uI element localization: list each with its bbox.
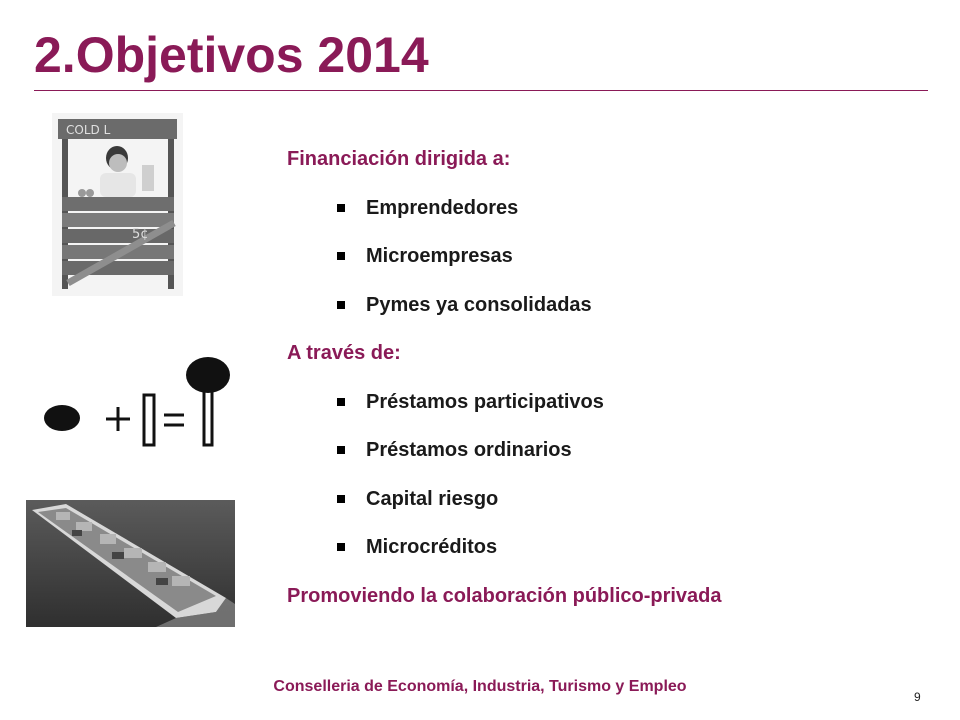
sum-diagram-image xyxy=(26,345,235,460)
closing-statement: Promoviendo la colaboración público-privada xyxy=(287,584,722,607)
list-item-label: Préstamos ordinarios xyxy=(366,439,572,461)
square-bullet-icon xyxy=(337,301,345,309)
container-ship-photo-icon xyxy=(26,500,235,627)
hand-drawn-sum-diagram-icon xyxy=(26,345,235,460)
square-bullet-icon xyxy=(337,398,345,406)
objectives-content xyxy=(287,140,927,625)
stand-sign-text: COLD L xyxy=(66,123,111,137)
list-item-label: Préstamos participativos xyxy=(366,390,604,413)
footer-organization: Conselleria de Economía, Industria, Turismo y Empleo xyxy=(273,678,687,695)
square-bullet-icon xyxy=(337,204,345,212)
stand-price-text: 5¢ xyxy=(132,227,149,242)
list-item xyxy=(287,431,927,480)
list-item xyxy=(287,237,927,286)
list-item-label: Emprendedores xyxy=(366,196,519,219)
square-bullet-icon xyxy=(337,446,345,454)
slide-title: 2.Objetivos 2014 xyxy=(34,27,429,83)
list-item-label: Microempresas xyxy=(366,245,513,267)
list-item-label: Pymes ya consolidadas xyxy=(366,293,592,316)
square-bullet-icon xyxy=(337,495,345,503)
list-item-label: Microcréditos xyxy=(366,536,498,558)
heading-financing: Financiación dirigida a: xyxy=(287,148,511,170)
square-bullet-icon xyxy=(337,252,345,260)
lemonade-stand-photo-icon xyxy=(52,113,183,296)
lemonade-stand-photo xyxy=(52,113,183,296)
title-underline xyxy=(34,90,928,91)
page-number: 9 xyxy=(914,690,921,704)
square-bullet-icon xyxy=(337,543,345,551)
list-item xyxy=(287,189,927,238)
list-item xyxy=(287,480,927,529)
heading-through: A través de: xyxy=(287,342,401,364)
list-item xyxy=(287,528,927,577)
list-item xyxy=(287,286,927,335)
list-item xyxy=(287,383,927,432)
container-ship-photo xyxy=(26,500,235,627)
list-item-label: Capital riesgo xyxy=(366,487,499,510)
